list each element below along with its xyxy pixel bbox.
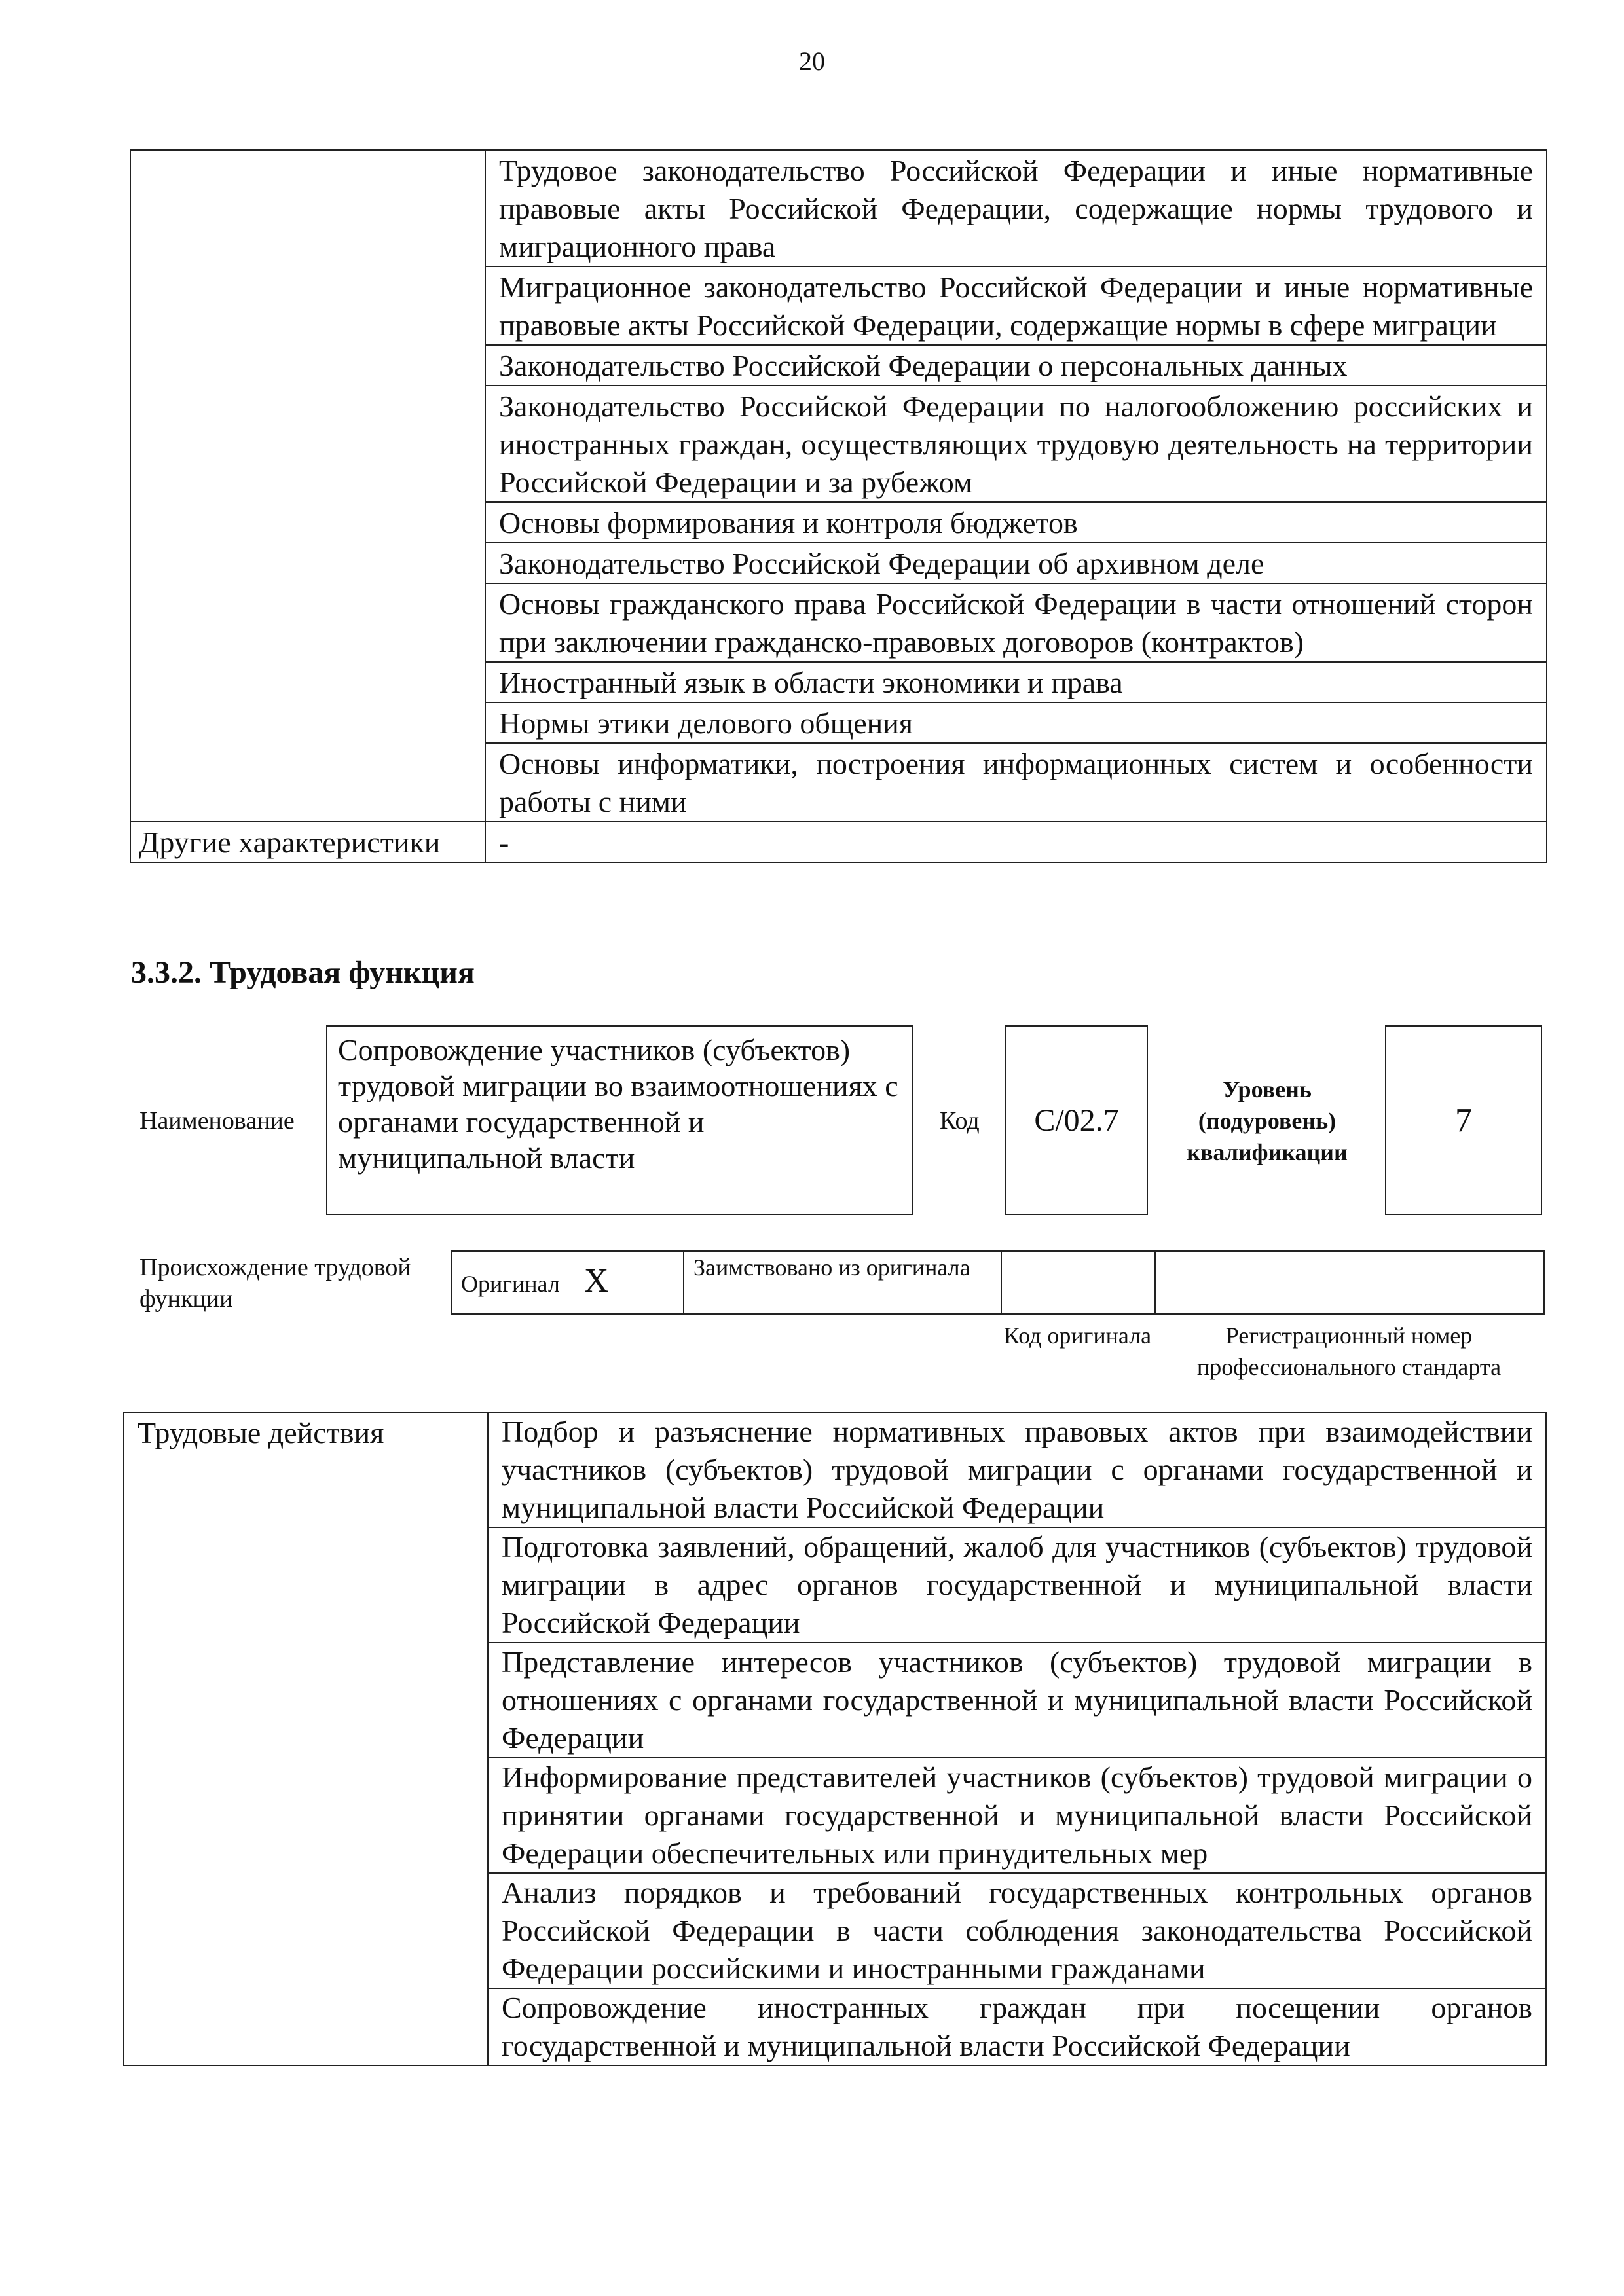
knowledge-item: Основы информатики, построения информационных систем и особенности работы с ними xyxy=(485,743,1547,822)
labor-actions-table xyxy=(123,1412,1547,2066)
table-row xyxy=(130,822,1547,862)
knowledge-item: Основы гражданского права Российской Федерации в части отношений сторон при заключении гражданско-правовых договоров (контрактов) xyxy=(485,583,1547,662)
function-code-value: С/02.7 xyxy=(1034,1102,1119,1138)
knowledge-item: Трудовое законодательство Российской Федерации и иные нормативные правовые акты Российской Федерации, содержащие нормы трудового и миграционного права xyxy=(485,150,1547,266)
knowledge-item: Основы формирования и контроля бюджетов xyxy=(485,502,1547,543)
other-characteristics-label: Другие характеристики xyxy=(130,822,485,862)
registration-number-cell xyxy=(1155,1251,1544,1314)
labor-action-item: Представление интересов участников (субъектов) трудовой миграции в отношениях с органами государственной и муниципальной власти Российской Федерации xyxy=(488,1643,1546,1758)
labor-actions-label: Трудовые действия xyxy=(124,1412,488,2066)
level-label: Уровень (подуровень) квалификации xyxy=(1187,1076,1348,1165)
table-row xyxy=(130,150,1547,266)
code-label: Код xyxy=(940,1107,980,1135)
registration-caption: Регистрационный номер профессионального стандарта xyxy=(1196,1322,1502,1380)
labor-action-item: Информирование представителей участников (субъектов) трудовой миграции о принятии органами государственной и муниципальной власти Российской Федерации обеспечительных или принудительных мер xyxy=(488,1758,1546,1873)
labor-action-item: Сопровождение иностранных граждан при посещении органов государственной и муниципальной власти Российской Федерации xyxy=(488,1988,1546,2066)
empty-label-cell xyxy=(130,150,485,822)
original-code-cell xyxy=(1001,1251,1155,1314)
function-code-box xyxy=(1005,1025,1148,1215)
level-box xyxy=(1385,1025,1542,1215)
table-row xyxy=(124,1412,1546,1527)
table-row xyxy=(451,1251,1544,1314)
borrowed-label: Заимствовано из оригинала xyxy=(684,1251,1001,1314)
labor-action-item: Подбор и разъяснение нормативных правовых актов при взаимодействии участников (субъектов) трудовой миграции с органами государственной и муниципальной власти Российской Федерации xyxy=(488,1412,1546,1527)
original-label: Оригинал xyxy=(461,1271,560,1297)
knowledge-item: Иностранный язык в области экономики и права xyxy=(485,662,1547,702)
code-caption: Код оригинала xyxy=(1003,1322,1152,1349)
knowledge-item: Законодательство Российской Федерации по налогообложению российских и иностранных граждан, осуществляющих трудовую деятельность на территории Российской Федерации и за рубежом xyxy=(485,386,1547,502)
origin-table xyxy=(451,1250,1545,1315)
name-label: Наименование xyxy=(139,1107,295,1135)
knowledge-item: Законодательство Российской Федерации об архивном деле xyxy=(485,543,1547,583)
knowledge-item: Нормы этики делового общения xyxy=(485,702,1547,743)
original-cell xyxy=(451,1251,684,1314)
page-number: 20 xyxy=(799,46,825,76)
original-mark: X xyxy=(583,1262,609,1300)
labor-action-item: Анализ порядков и требований государственных контрольных органов Российской Федерации в части соблюдения законодательства Российской Федерации российскими и иностранными гражданами xyxy=(488,1873,1546,1988)
knowledge-item: Законодательство Российской Федерации о персональных данных xyxy=(485,345,1547,386)
section-heading: 3.3.2. Трудовая функция xyxy=(131,955,475,990)
origin-label: Происхождение трудовой функции xyxy=(139,1254,411,1313)
level-value: 7 xyxy=(1455,1101,1472,1139)
function-name-box: Сопровождение участников (субъектов) трудовой миграции во взаимоотношениях с органами государственной и муниципальной власти xyxy=(326,1025,913,1215)
knowledge-item: Миграционное законодательство Российской Федерации и иные нормативные правовые акты Российской Федерации, содержащие нормы в сфере миграции xyxy=(485,266,1547,345)
knowledge-table xyxy=(130,149,1547,863)
labor-action-item: Подготовка заявлений, обращений, жалоб для участников (субъектов) трудовой миграции в адрес органов государственной и муниципальной власти Российской Федерации xyxy=(488,1527,1546,1643)
other-characteristics-value: - xyxy=(485,822,1547,862)
